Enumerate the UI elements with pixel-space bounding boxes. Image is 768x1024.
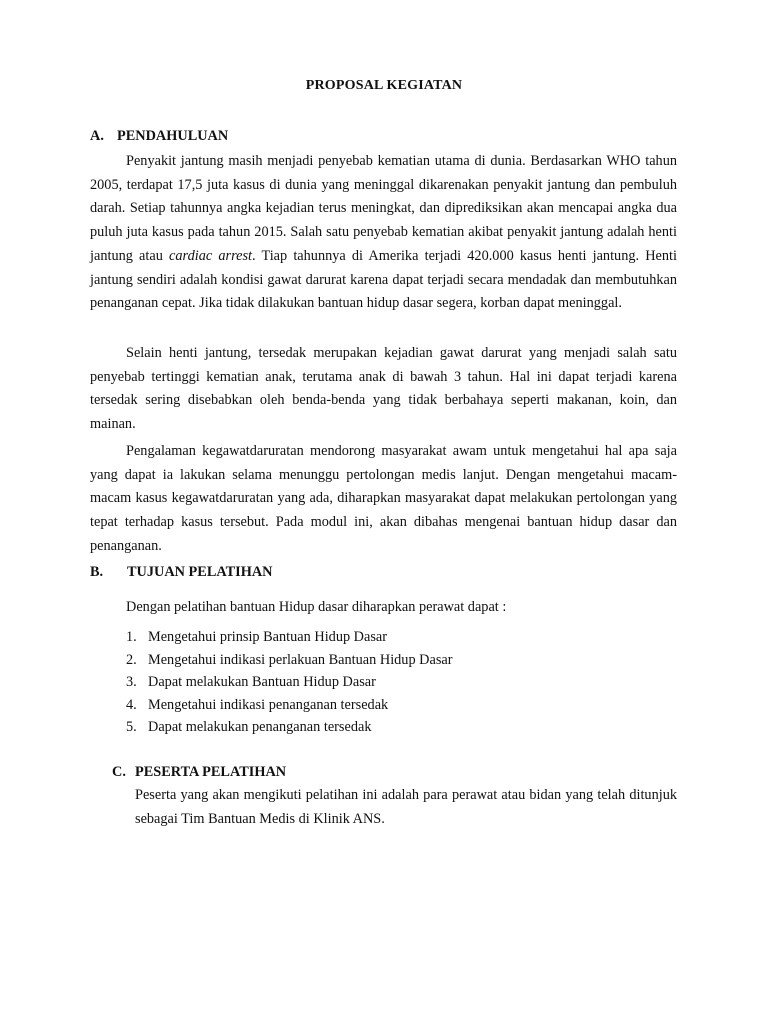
paragraph-text: Penyakit jantung masih menjadi penyebab kematian utama di dunia. Berdasarkan WHO tahun 2005, terdapat 17,5 juta kasus di dunia yang meninggal dikarenakan penyakit jantung dan pembuluh darah. Setiap tahunnya angka kejadian terus meningkat, dan diprediksikan akan mencapai angka dua puluh juta kasus pada tahun 2015. Salah satu penyebab kematian akibat penyakit jantung adalah henti jantung atau bbox=[90, 153, 677, 264]
list-number: 3. bbox=[126, 674, 137, 690]
list-number: 2. bbox=[126, 651, 137, 668]
section-c-heading bbox=[112, 764, 286, 781]
document-title: PROPOSAL KEGIATAN bbox=[305, 78, 463, 93]
section-c-title: PESERTA PELATIHAN bbox=[135, 764, 287, 780]
list-text: Dapat melakukan penanganan tersedak bbox=[148, 719, 372, 735]
section-a-paragraph-2: Selain henti jantung, tersedak merupakan kejadian gawat darurat yang menjadi salah satu penyebab tertinggi kematian anak, terutama anak di bawah 3 tahun. Hal ini dapat terjadi karena tersedak sering disebabkan oleh benda-benda yang tidak berbahaya seperti makanan, koin, dan mainan. bbox=[90, 345, 677, 433]
section-a-paragraph-1 bbox=[90, 150, 677, 316]
section-b-title: TUJUAN PELATIHAN bbox=[127, 564, 273, 580]
list-text: Mengetahui indikasi penanganan tersedak bbox=[148, 696, 389, 713]
section-c-letter: C. bbox=[112, 764, 126, 780]
list-item bbox=[126, 626, 453, 649]
section-b-intro: Dengan pelatihan bantuan Hidup dasar diharapkan perawat dapat : bbox=[126, 599, 507, 615]
italic-term: cardiac arrest bbox=[169, 247, 252, 264]
list-text: Dapat melakukan Bantuan Hidup Dasar bbox=[148, 674, 376, 690]
section-b-heading bbox=[90, 564, 273, 581]
section-b-letter: B. bbox=[90, 564, 104, 580]
list-item bbox=[126, 716, 453, 739]
list-text: Mengetahui prinsip Bantuan Hidup Dasar bbox=[148, 629, 388, 645]
list-text: Mengetahui indikasi perlakuan Bantuan Hidup Dasar bbox=[148, 651, 453, 668]
section-c-paragraph: Peserta yang akan mengikuti pelatihan ini adalah para perawat atau bidan yang telah ditunjuk sebagai Tim Bantuan Medis di Klinik ANS. bbox=[135, 787, 677, 827]
section-a-title: PENDAHULUAN bbox=[117, 128, 229, 144]
section-a-letter: A. bbox=[90, 128, 104, 144]
list-item bbox=[126, 694, 453, 717]
list-number: 1. bbox=[126, 629, 137, 645]
objectives-list bbox=[126, 626, 453, 739]
list-item bbox=[126, 649, 453, 672]
list-number: 4. bbox=[126, 696, 137, 713]
list-number: 5. bbox=[126, 719, 137, 735]
section-a-paragraph-3: Pengalaman kegawatdaruratan mendorong masyarakat awam untuk mengetahui hal apa saja yang dapat ia lakukan selama menunggu pertolongan medis lanjut. Dengan mengetahui macam-macam kasus kegawatdaruratan yang ada, diharapkan masyarakat dapat melakukan pertolongan yang tepat terhadap kasus tersebut. Pada modul ini, akan dibahas mengenai bantuan hidup dasar dan penanganan. bbox=[90, 443, 677, 554]
list-item bbox=[126, 671, 453, 694]
paragraph-text: . Tiap tahunnya di Amerika terjadi 420.000 kasus henti jantung. Henti jantung sendiri adalah kondisi gawat darurat karena dapat terjadi secara mendadak dan membutuhkan penanganan cepat. Jika tidak dilakukan bantuan hidup dasar segera, korban dapat meninggal. bbox=[90, 247, 677, 312]
section-a-heading bbox=[90, 128, 228, 145]
